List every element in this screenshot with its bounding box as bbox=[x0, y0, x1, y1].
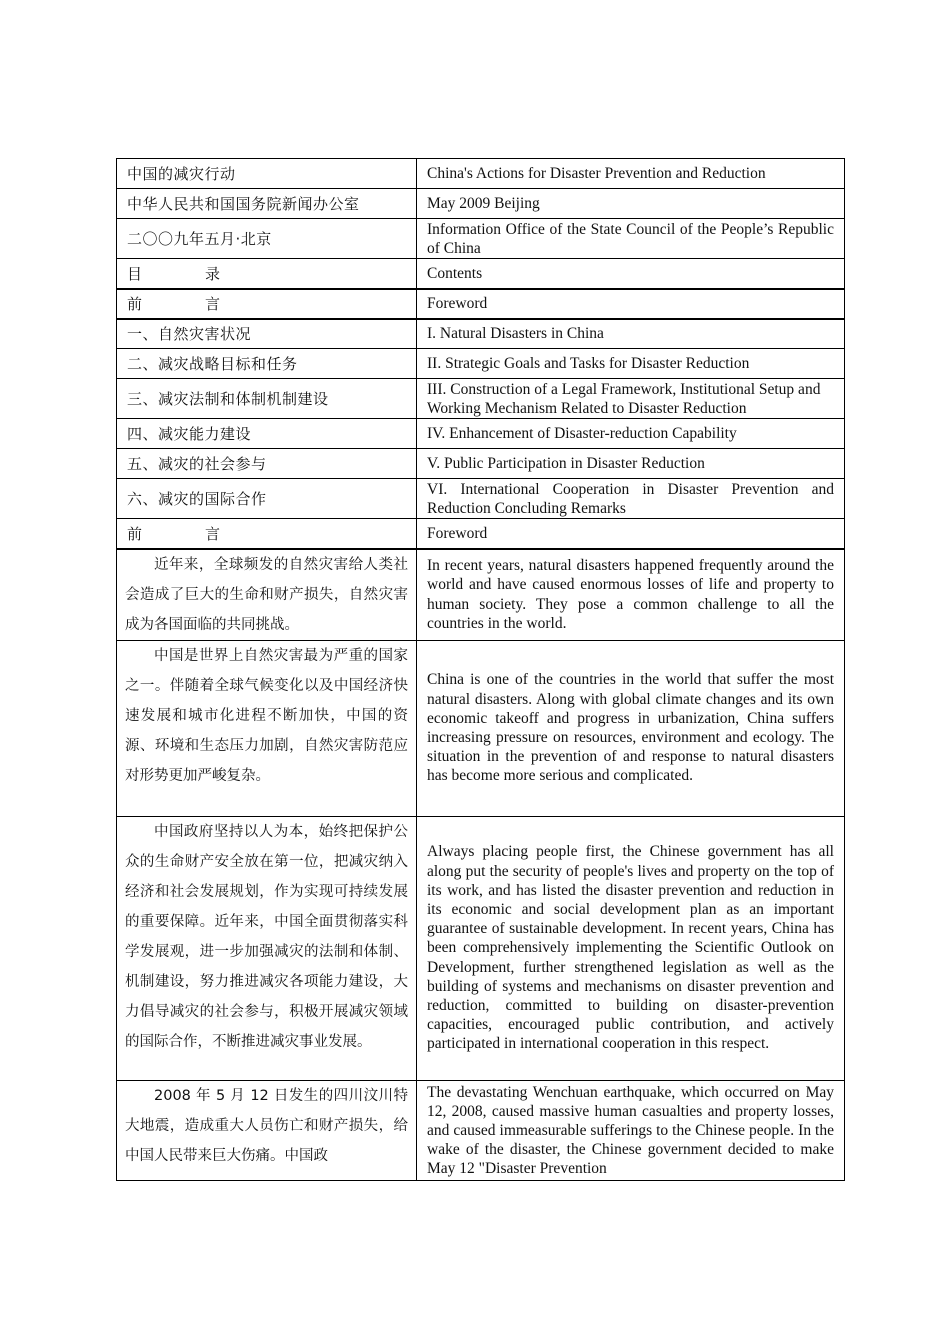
zh-cell: 二、减灾战略目标和任务 bbox=[117, 349, 417, 379]
en-cell: III. Construction of a Legal Framework, Institutional Setup and Working Mechanism Related to Disaster Reduction bbox=[417, 379, 845, 419]
foreword-heading: 前 言 bbox=[127, 295, 245, 313]
table-row bbox=[117, 519, 845, 549]
table-row bbox=[117, 159, 845, 189]
zh-cell: 六、减灾的国际合作 bbox=[117, 479, 417, 519]
zh-cell: 三、减灾法制和体制机制建设 bbox=[117, 379, 417, 419]
table-row bbox=[117, 319, 845, 349]
zh-cell: 四、减灾能力建设 bbox=[117, 419, 417, 449]
zh-paragraph: 2008 年 5 月 12 日发生的四川汶川特大地震，造成重大人员伤亡和财产损失，给中国人民带来巨大伤痛。中国政 bbox=[117, 1080, 417, 1180]
table-row bbox=[117, 289, 845, 319]
table-row bbox=[117, 219, 845, 259]
en-cell: Foreword bbox=[417, 519, 845, 549]
table-row bbox=[117, 479, 845, 519]
zh-cell bbox=[117, 259, 417, 289]
table-row bbox=[117, 379, 845, 419]
en-cell: I. Natural Disasters in China bbox=[417, 319, 845, 349]
en-cell: Contents bbox=[417, 259, 845, 289]
en-paragraph: Always placing people first, the Chinese government has all along put the security of people's lives and property on the top of its work, and has listed the disaster prevention and reduction in its economic and social development plan as an important guarantee of sustainable development. In recent years, China has been comprehensively implementing the Scientific Outlook on Development, further strengthened legislation as well as the building of systems and mechanisms on disaster prevention and reduction, committed to building on disaster-prevention capacities, encouraged public contribution, and actively participated in international cooperation in this respect. bbox=[417, 816, 845, 1080]
table-row bbox=[117, 259, 845, 289]
zh-cell bbox=[117, 519, 417, 549]
zh-paragraph: 近年来，全球频发的自然灾害给人类社会造成了巨大的生命和财产损失，自然灾害成为各国面临的共同挑战。 bbox=[117, 549, 417, 641]
en-paragraph: In recent years, natural disasters happened frequently around the world and have caused enormous losses of life and property to human society. They pose a common challenge to all the countries in the world. bbox=[417, 549, 845, 641]
table-row bbox=[117, 449, 845, 479]
table-row bbox=[117, 189, 845, 219]
table-row bbox=[117, 816, 845, 1080]
foreword-heading: 前 言 bbox=[127, 524, 245, 543]
zh-cell: 中国的减灾行动 bbox=[117, 159, 417, 189]
zh-cell bbox=[117, 289, 417, 319]
table-row bbox=[117, 349, 845, 379]
en-cell: Foreword bbox=[417, 289, 845, 319]
en-paragraph: The devastating Wenchuan earthquake, which occurred on May 12, 2008, caused massive human casualties and property losses, and caused immeasurable sufferings to the Chinese people. In the wake of the disaster, the Chinese government decided to make May 12 "Disaster Prevention bbox=[417, 1080, 845, 1180]
en-paragraph: China is one of the countries in the world that suffer the most natural disasters. Along with global climate changes and its own economic takeoff and progress in urbanization, China suffers increasing pressure on resources, environment and ecology. The situation in the prevention of and response to natural disasters has become more serious and complicated. bbox=[417, 640, 845, 816]
en-cell: China's Actions for Disaster Prevention and Reduction bbox=[417, 159, 845, 189]
en-cell: V. Public Participation in Disaster Reduction bbox=[417, 449, 845, 479]
table-row bbox=[117, 419, 845, 449]
zh-paragraph: 中国是世界上自然灾害最为严重的国家之一。伴随着全球气候变化以及中国经济快速发展和城市化进程不断加快，中国的资源、环境和生态压力加剧，自然灾害防范应对形势更加严峻复杂。 bbox=[117, 640, 417, 816]
en-cell: VI. International Cooperation in Disaster Prevention and Reduction Concluding Remarks bbox=[417, 479, 845, 519]
en-cell: II. Strategic Goals and Tasks for Disaster Reduction bbox=[417, 349, 845, 379]
zh-cell: 中华人民共和国国务院新闻办公室 bbox=[117, 189, 417, 219]
en-cell: Information Office of the State Council of the People’s Republic of China bbox=[417, 219, 845, 259]
table-row bbox=[117, 549, 845, 641]
zh-cell: 二〇〇九年五月·北京 bbox=[117, 219, 417, 259]
zh-cell: 一、自然灾害状况 bbox=[117, 319, 417, 349]
contents-heading: 目 录 bbox=[127, 264, 245, 283]
table-row bbox=[117, 1080, 845, 1180]
table-row bbox=[117, 640, 845, 816]
bilingual-table bbox=[116, 158, 845, 1181]
en-cell: May 2009 Beijing bbox=[417, 189, 845, 219]
en-cell: IV. Enhancement of Disaster-reduction Capability bbox=[417, 419, 845, 449]
zh-cell: 五、减灾的社会参与 bbox=[117, 449, 417, 479]
zh-paragraph: 中国政府坚持以人为本，始终把保护公众的生命财产安全放在第一位，把减灾纳入经济和社会发展规划，作为实现可持续发展的重要保障。近年来，中国全面贯彻落实科学发展观，进一步加强减灾的法制和体制、机制建设，努力推进减灾各项能力建设，大力倡导减灾的社会参与，积极开展减灾领域的国际合作，不断推进减灾事业发展。 bbox=[117, 816, 417, 1080]
